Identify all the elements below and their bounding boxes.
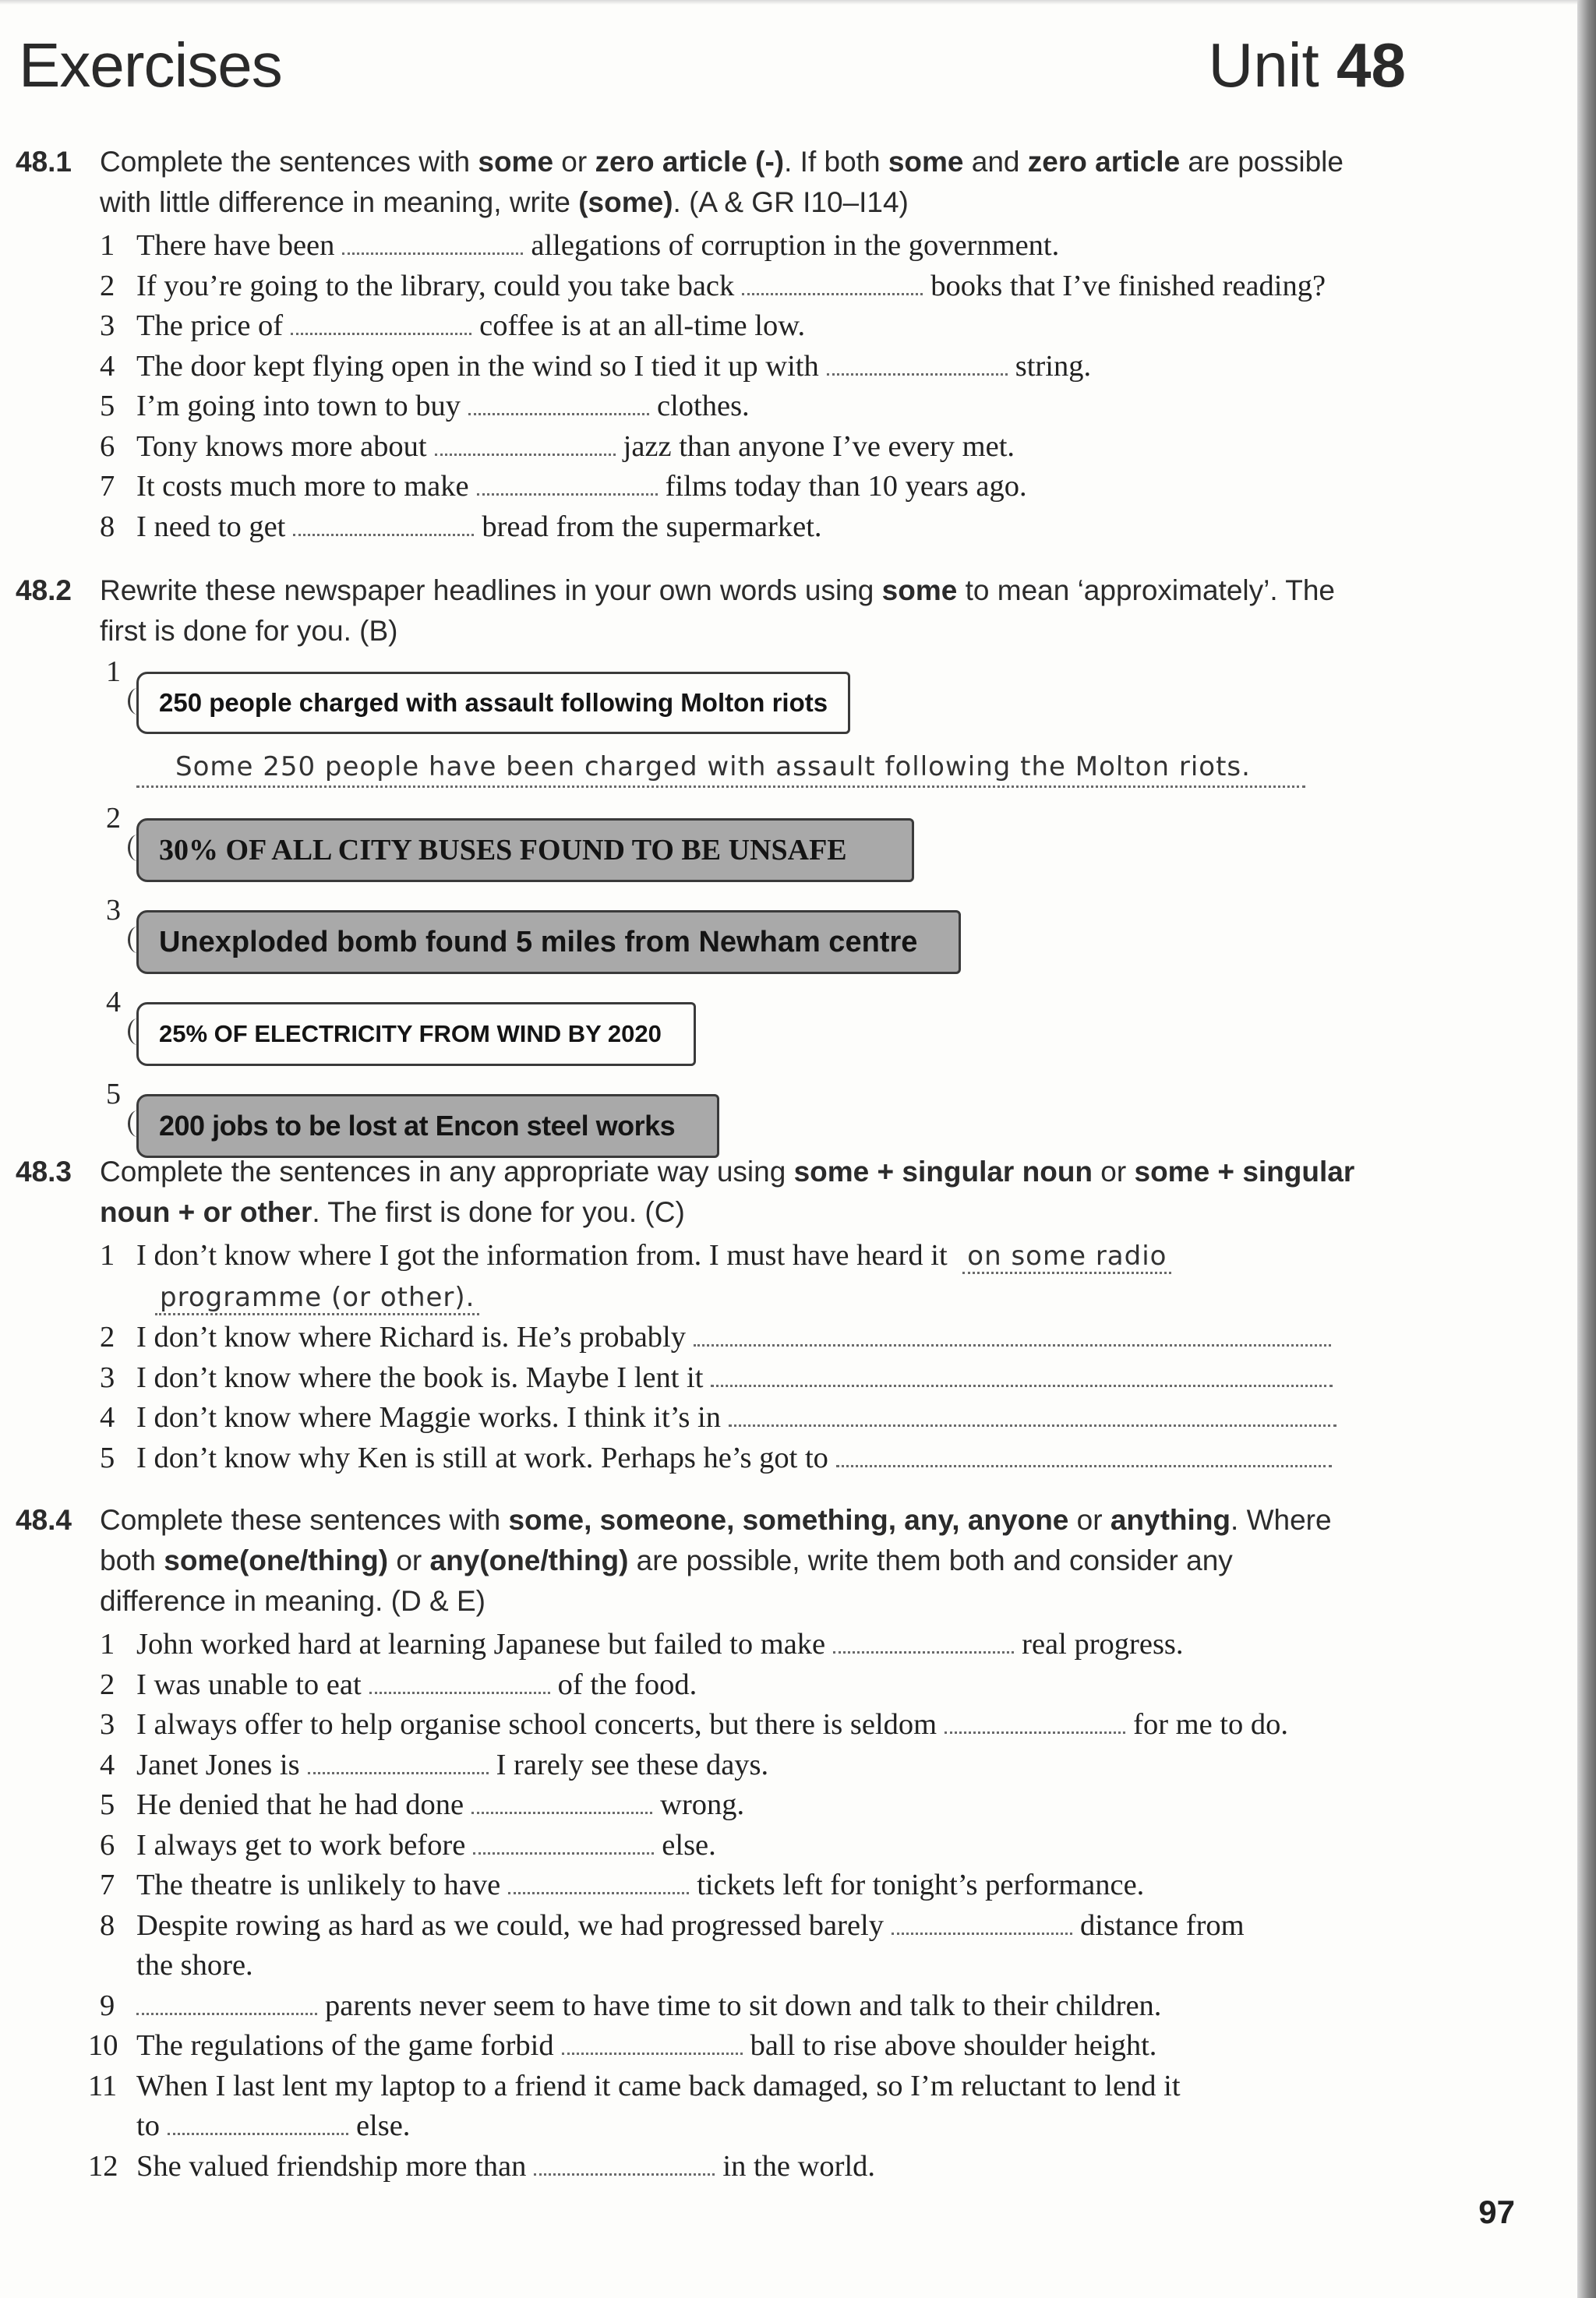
instr-keyword: some	[881, 574, 958, 606]
item-number: 5	[100, 1788, 115, 1821]
answer-blank[interactable]	[945, 1728, 1125, 1734]
exercise-instructions	[16, 570, 1418, 651]
headline-banner	[136, 910, 961, 974]
item-number: 10	[88, 2029, 118, 2062]
sentence-text: I’m going into town to buy	[136, 390, 461, 422]
item-number: 4	[100, 1748, 115, 1781]
sentence-item	[16, 1318, 1418, 1358]
answer-blank[interactable]	[293, 531, 474, 536]
answer-blank[interactable]	[694, 1341, 1331, 1347]
sentence-item	[16, 1236, 1418, 1277]
sentence-item	[16, 1665, 1418, 1706]
instr-keyword: (some)	[578, 186, 673, 218]
exercise-instructions	[16, 1500, 1418, 1622]
sentence-text: The regulations of the game forbid	[136, 2029, 554, 2062]
sentence-text: She valued friendship more than	[136, 2149, 527, 2183]
answer-blank[interactable]	[833, 1648, 1014, 1654]
answer-blank[interactable]	[711, 1382, 1333, 1387]
answer-blank[interactable]	[508, 1889, 689, 1894]
headline-row	[16, 804, 1418, 896]
sentence-item	[16, 267, 1418, 307]
sentence-text: The price of	[136, 309, 284, 342]
answer-blank[interactable]	[836, 1462, 1332, 1467]
item-number: 4	[100, 1401, 115, 1434]
page-number: 97	[1478, 2194, 1515, 2230]
sentence-text: of the food.	[557, 1668, 697, 1701]
answer-blank[interactable]	[562, 2049, 743, 2055]
sentence-text: I don’t know where I got the information from. I must have heard it	[136, 1239, 948, 1272]
sentence-text: real progress.	[1022, 1628, 1184, 1661]
item-number: 1	[100, 1239, 115, 1272]
item-number: 3	[106, 894, 121, 927]
answer-blank[interactable]	[291, 330, 471, 335]
answer-blank[interactable]	[827, 370, 1008, 376]
exercise-number: 48.1	[16, 146, 72, 178]
instr-keyword: some + singular noun	[793, 1156, 1093, 1188]
exercise-number: 48.3	[16, 1156, 72, 1188]
sentence-text: I don’t know where Richard is. He’s probably	[136, 1321, 686, 1354]
answer-blank[interactable]	[136, 2010, 317, 2015]
sentence-text: allegations of corruption in the government.	[531, 229, 1060, 262]
exercise-48-2	[16, 570, 1418, 1172]
unit-label: Unit	[1208, 30, 1319, 100]
sentence-text: wrong.	[660, 1788, 745, 1821]
headline-row	[16, 655, 1418, 750]
answer-blank[interactable]	[534, 2170, 715, 2176]
instr-text: or	[553, 146, 595, 178]
instr-keyword: any(one/thing)	[429, 1544, 629, 1576]
answer-blank[interactable]	[468, 410, 649, 415]
item-number: 3	[100, 1708, 115, 1741]
item-number: 2	[100, 1321, 115, 1354]
sentence-text: jazz than anyone I’ve every met.	[623, 429, 1015, 463]
sentence-text: I need to get	[136, 510, 286, 543]
exercise-48-4	[16, 1500, 1418, 2187]
sentence-item-continued	[16, 1277, 1418, 1318]
sentence-item	[16, 2067, 1418, 2107]
instr-text: and	[963, 146, 1028, 178]
item-number: 1	[100, 229, 115, 262]
answer-blank[interactable]	[892, 1929, 1072, 1935]
instr-keyword: noun + or other	[100, 1196, 312, 1228]
sentence-item	[16, 1746, 1418, 1786]
item-number: 8	[100, 510, 115, 543]
exercise-number: 48.2	[16, 574, 72, 606]
answer-blank[interactable]	[729, 1421, 1336, 1427]
sentence-item-continued	[16, 1946, 1418, 1986]
sentence-list	[16, 1236, 1418, 1478]
instr-text: are possible	[1180, 146, 1344, 178]
sentence-text: There have been	[136, 229, 335, 262]
sentence-text: films today than 10 years ago.	[665, 470, 1027, 503]
instr-text: difference in meaning. (D & E)	[100, 1585, 486, 1617]
item-number: 5	[100, 390, 115, 422]
sentence-text: tickets left for tonight’s performance.	[697, 1869, 1145, 1901]
headline-banner	[136, 818, 914, 882]
sentence-text: He denied that he had done	[136, 1788, 464, 1821]
headline-banner	[136, 672, 850, 734]
item-number: 3	[100, 309, 115, 342]
item-number: 4	[100, 349, 115, 383]
item-number: 9	[100, 1989, 115, 2022]
item-number: 7	[100, 1869, 115, 1901]
item-number: 11	[88, 2069, 118, 2102]
answer-blank[interactable]	[168, 2130, 348, 2135]
sentence-item	[16, 467, 1418, 507]
instr-text: first is done for you. (B)	[100, 615, 398, 647]
answer-blank[interactable]	[473, 1849, 654, 1855]
headline-text: 30% OF ALL CITY BUSES FOUND TO BE UNSAFE	[159, 834, 847, 867]
sentence-list	[16, 1625, 1418, 2187]
instr-keyword: some(one/thing)	[164, 1544, 389, 1576]
instr-text: or	[388, 1544, 430, 1576]
sentence-item	[16, 507, 1418, 548]
sentence-item	[16, 427, 1418, 468]
item-number: 4	[106, 986, 121, 1018]
sentence-text: If you’re going to the library, could you take back	[136, 269, 735, 302]
instr-keyword: some + singular	[1134, 1156, 1355, 1188]
headline-row	[16, 988, 1418, 1080]
headline-banner	[136, 1002, 696, 1066]
sentence-text: string.	[1015, 349, 1092, 383]
unit-heading	[1209, 30, 1406, 101]
sentence-text: ball to rise above shoulder height.	[750, 2029, 1157, 2062]
answer-blank[interactable]	[369, 1689, 550, 1694]
item-number: 7	[100, 470, 115, 503]
sentence-text: to	[136, 2109, 160, 2142]
item-number: 6	[100, 1828, 115, 1862]
sentence-text: The theatre is unlikely to have	[136, 1869, 501, 1901]
sentence-text: I rarely see these days.	[496, 1748, 769, 1781]
sentence-text: John worked hard at learning Japanese but failed to make	[136, 1628, 826, 1661]
sentence-text: the shore.	[136, 1949, 253, 1982]
headline-text: Unexploded bomb found 5 miles from Newham centre	[159, 925, 918, 958]
headline-banner	[136, 1094, 719, 1158]
item-number: 2	[100, 1668, 115, 1701]
instr-text: Complete the sentences with	[100, 146, 478, 178]
instr-text: . If both	[784, 146, 888, 178]
exercise-number: 48.4	[16, 1504, 72, 1536]
instr-keyword: zero article	[1027, 146, 1181, 178]
answer-blank[interactable]	[471, 1809, 652, 1814]
sentence-text: for me to do.	[1133, 1708, 1288, 1741]
sentence-item	[16, 1785, 1418, 1826]
instr-text: Complete these sentences with	[100, 1504, 509, 1536]
item-number: 3	[100, 1361, 115, 1394]
item-number: 8	[100, 1908, 115, 1942]
sentence-item-continued	[16, 2106, 1418, 2147]
sentence-text: distance from	[1080, 1908, 1245, 1942]
example-answer-line[interactable]	[136, 745, 1305, 788]
sentence-item	[16, 1625, 1418, 1665]
instr-text: or	[1093, 1156, 1135, 1188]
sentence-text: Tony knows more about	[136, 429, 427, 463]
sentence-item	[16, 387, 1418, 427]
page-title: Exercises	[19, 30, 282, 100]
instr-keyword: zero article (-)	[595, 146, 785, 178]
sentence-text: books that I’ve finished reading?	[930, 269, 1326, 302]
instr-text: or	[1068, 1504, 1110, 1536]
sentence-item	[16, 1358, 1418, 1399]
sentence-text: The door kept flying open in the wind so I tied it up with	[136, 349, 819, 383]
instr-keyword: some	[888, 146, 964, 178]
instr-keyword: anything	[1110, 1504, 1231, 1536]
sentence-text: else.	[355, 2109, 411, 2142]
instr-keyword: some	[478, 146, 554, 178]
item-number: 2	[100, 269, 115, 302]
instr-text: . (A & GR I10–I14)	[673, 186, 909, 218]
item-number: 1	[100, 1628, 115, 1661]
page-edge-shadow	[1577, 0, 1596, 2298]
sentence-text: in the world.	[722, 2149, 876, 2183]
instr-keyword: some, someone, something, any, anyone	[508, 1504, 1069, 1536]
sentence-item	[16, 1906, 1418, 1947]
sentence-text: I don’t know where Maggie works. I think it’s in	[136, 1401, 721, 1434]
sentence-item	[16, 347, 1418, 387]
sentence-item	[16, 2026, 1418, 2067]
instr-text: . The first is done for you. (C)	[312, 1196, 685, 1228]
sentence-text: When I last lent my laptop to a friend it came back damaged, so I’m reluctant to lend it	[136, 2069, 1181, 2102]
answer-row	[16, 750, 1418, 804]
item-number: 12	[88, 2149, 118, 2183]
answer-blank[interactable]	[477, 490, 658, 496]
sentence-text: clothes.	[657, 390, 750, 422]
exercise-instructions	[16, 142, 1418, 223]
sentence-text: parents never seem to have time to sit down and talk to their children.	[325, 1989, 1162, 2022]
exercise-instructions	[16, 1152, 1418, 1233]
sentence-text: I was unable to eat	[136, 1668, 362, 1701]
exercise-48-1	[16, 142, 1418, 547]
sentence-text: I always offer to help organise school concerts, but there is seldom	[136, 1708, 937, 1741]
sentence-item	[16, 1438, 1418, 1479]
sentence-item	[16, 306, 1418, 347]
instr-text: are possible, write them both and consider any	[628, 1544, 1233, 1576]
example-answer: on some radio	[962, 1241, 1171, 1274]
instr-text: Complete the sentences in any appropriate way using	[100, 1156, 794, 1188]
sentence-text: I always get to work before	[136, 1828, 466, 1862]
headline-row	[16, 896, 1418, 988]
page-top-shadow	[0, 0, 1596, 5]
sentence-text: Despite rowing as hard as we could, we had progressed barely	[136, 1908, 884, 1942]
item-number: 5	[106, 1078, 121, 1110]
answer-blank[interactable]	[342, 249, 523, 255]
exercise-48-3	[16, 1152, 1418, 1478]
answer-blank[interactable]	[435, 450, 616, 456]
sentence-item	[16, 1826, 1418, 1866]
sentence-text: coffee is at an all-time low.	[479, 309, 806, 342]
sentence-item	[16, 1866, 1418, 1906]
sentence-item	[16, 226, 1418, 267]
sentence-text: I don’t know why Ken is still at work. Perhaps he’s got to	[136, 1441, 828, 1474]
headline-text: 200 jobs to be lost at Encon steel works	[159, 1110, 676, 1142]
item-number: 2	[106, 802, 121, 835]
sentence-text: bread from the supermarket.	[482, 510, 822, 543]
sentence-item	[16, 2147, 1418, 2187]
sentence-item	[16, 1986, 1418, 2027]
item-number: 1	[106, 655, 121, 688]
instr-text: Rewrite these newspaper headlines in your own words using	[100, 574, 882, 606]
sentence-text: It costs much more to make	[136, 470, 469, 503]
instr-text: to mean ‘approximately’. The	[957, 574, 1335, 606]
instr-text: . Where	[1231, 1504, 1332, 1536]
unit-number: 48	[1336, 30, 1406, 100]
example-answer: programme (or other).	[155, 1282, 479, 1315]
sentence-item	[16, 1398, 1418, 1438]
item-number: 5	[100, 1441, 115, 1474]
answer-blank[interactable]	[308, 1769, 489, 1774]
sentence-item	[16, 1705, 1418, 1746]
headline-text: 250 people charged with assault following Molton riots	[159, 688, 828, 717]
answer-blank[interactable]	[742, 290, 923, 295]
instr-text: both	[100, 1544, 164, 1576]
sentence-text: I don’t know where the book is. Maybe I lent it	[136, 1361, 704, 1394]
sentence-text: else.	[662, 1828, 716, 1862]
sentence-text: Janet Jones is	[136, 1748, 300, 1781]
instr-text: with little difference in meaning, write	[100, 186, 579, 218]
sentence-list	[16, 226, 1418, 547]
item-number: 6	[100, 429, 115, 463]
example-answer: Some 250 people have been charged with assault following the Molton riots.	[175, 751, 1251, 782]
headline-text: 25% OF ELECTRICITY FROM WIND BY 2020	[159, 1020, 662, 1047]
